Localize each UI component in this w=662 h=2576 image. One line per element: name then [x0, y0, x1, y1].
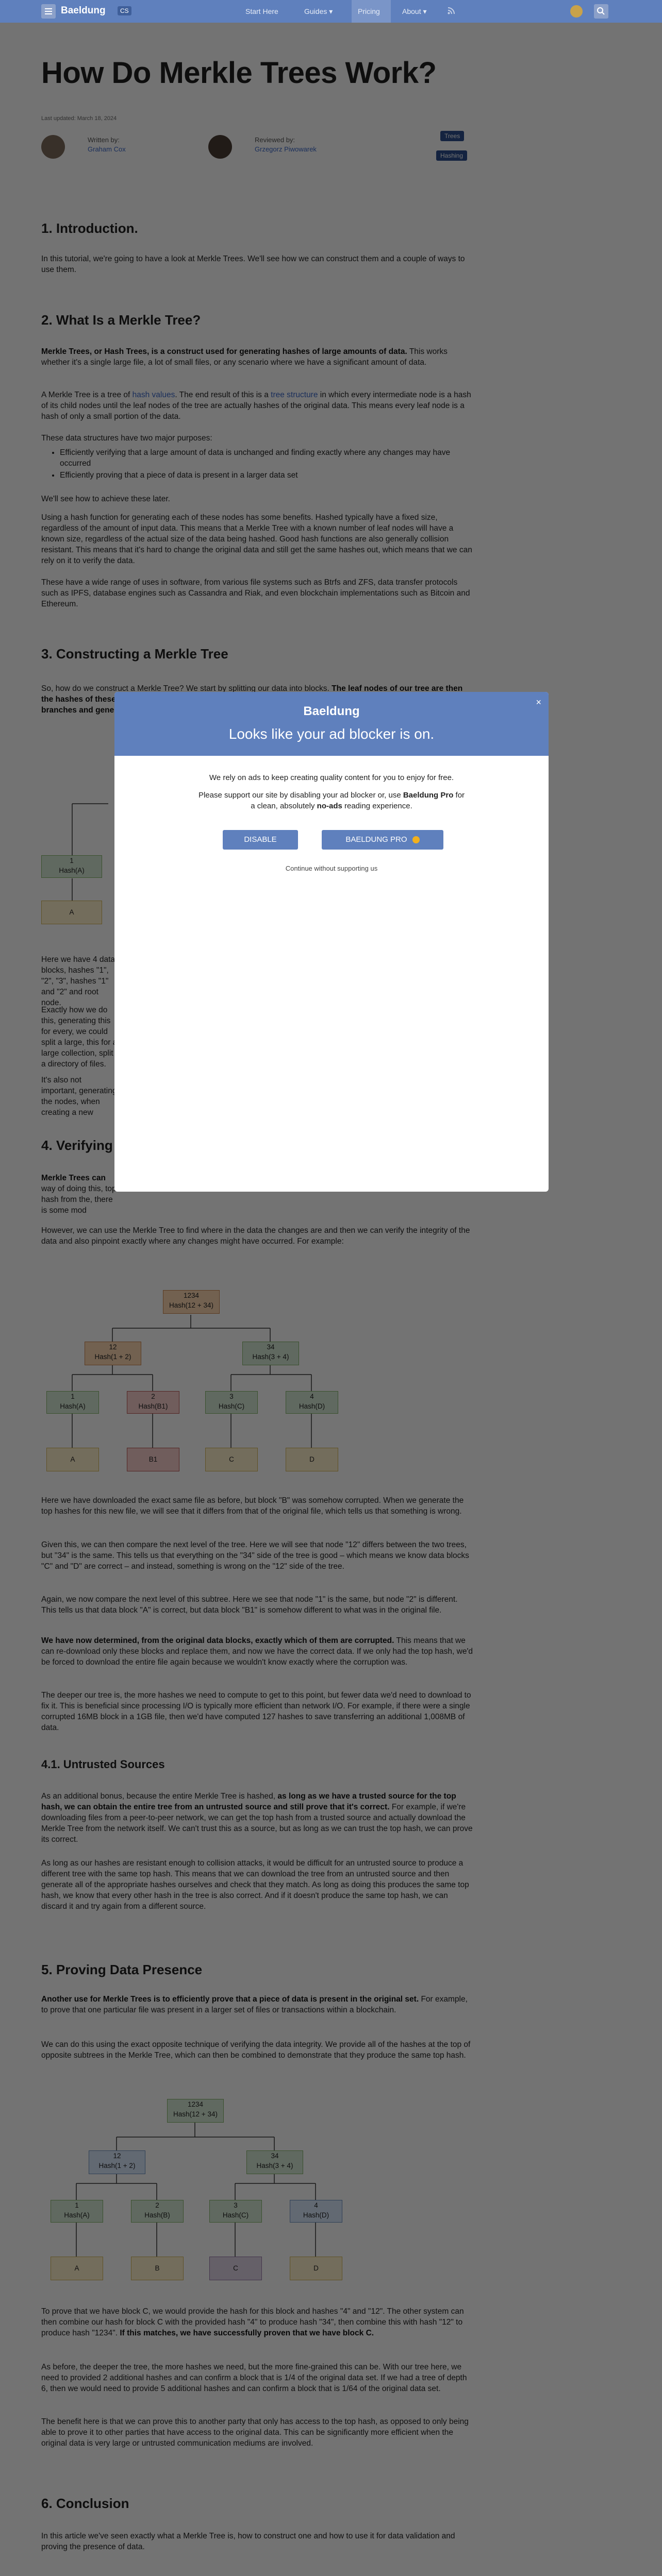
modal-sub-text: Please support our site by disabling your ad blocker or, use Baeldung Pro for a clean, absolutely no-ads reading experience.: [198, 791, 465, 810]
nav-link-about[interactable]: About ▾: [402, 7, 427, 15]
nav-link-start-here[interactable]: Start Here: [245, 7, 278, 15]
modal-lead-text: We rely on ads to keep creating quality content for you to enjoy for free.: [209, 773, 454, 782]
baeldung-pro-button[interactable]: BAELDUNG PRO: [322, 830, 443, 850]
modal-header: [114, 692, 549, 756]
pro-badge-icon: [412, 836, 420, 843]
cs-badge: CS: [118, 6, 131, 15]
close-icon[interactable]: ×: [536, 697, 541, 707]
adblock-modal: [114, 692, 549, 1192]
continue-without-supporting-link[interactable]: Continue without supporting us: [285, 865, 378, 872]
site-logo[interactable]: Baeldung: [61, 5, 106, 16]
modal-title: Looks like your ad blocker is on.: [228, 726, 435, 742]
modal-logo: Baeldung: [303, 704, 360, 718]
modal-backdrop: [0, 23, 662, 2576]
nav-link-guides[interactable]: Guides ▾: [304, 7, 333, 15]
disable-adblock-button[interactable]: DISABLE: [223, 830, 298, 850]
nav-link-pricing[interactable]: Pricing: [358, 7, 380, 15]
